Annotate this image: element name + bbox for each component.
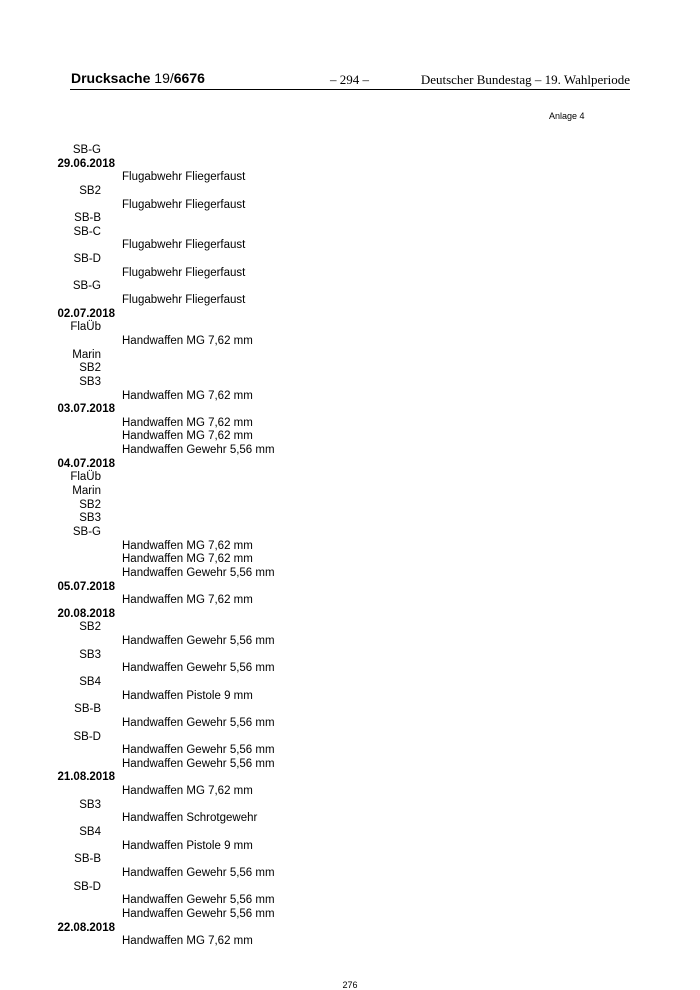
- list-item: [0, 158, 700, 172]
- list-item: [0, 840, 700, 854]
- entry-unit: SB2: [79, 362, 101, 375]
- list-item: [0, 212, 700, 226]
- entry-unit: SB-B: [74, 703, 101, 716]
- entry-unit: SB3: [79, 648, 101, 661]
- entry-date: 29.06.2018: [57, 157, 115, 170]
- entry-unit: SB2: [79, 184, 101, 197]
- list-item: [0, 621, 700, 635]
- entry-weapon: Handwaffen MG 7,62 mm: [122, 389, 253, 402]
- doc-number: 6676: [173, 70, 205, 86]
- list-item: [0, 471, 700, 485]
- list-item: [0, 512, 700, 526]
- list-item: [0, 280, 700, 294]
- list-item: [0, 239, 700, 253]
- page-number: 276: [342, 980, 358, 990]
- entry-weapon: Handwaffen MG 7,62 mm: [122, 785, 253, 798]
- entry-date: 02.07.2018: [57, 307, 115, 320]
- entry-weapon: Handwaffen Gewehr 5,56 mm: [122, 635, 275, 648]
- entry-unit: Marin: [72, 485, 101, 498]
- list-item: [0, 662, 700, 676]
- entry-date: 03.07.2018: [57, 403, 115, 416]
- entry-unit: SB3: [79, 512, 101, 525]
- entry-weapon: Handwaffen Gewehr 5,56 mm: [122, 894, 275, 907]
- list-item: [0, 676, 700, 690]
- list-item: [0, 321, 700, 335]
- list-item: [0, 199, 700, 213]
- list-item: [0, 171, 700, 185]
- entry-weapon: Flugabwehr Fliegerfaust: [122, 266, 246, 279]
- list-item: [0, 608, 700, 622]
- list-item: [0, 553, 700, 567]
- entry-unit: SB-D: [73, 880, 101, 893]
- entry-weapon: Handwaffen Gewehr 5,56 mm: [122, 757, 275, 770]
- list-item: [0, 335, 700, 349]
- list-item: [0, 635, 700, 649]
- entry-unit: SB4: [79, 826, 101, 839]
- entry-unit: SB3: [79, 798, 101, 811]
- list-item: [0, 308, 700, 322]
- list-item: [0, 540, 700, 554]
- entry-unit: FlaÜb: [70, 321, 101, 334]
- entry-weapon: Flugabwehr Fliegerfaust: [122, 294, 246, 307]
- list-item: [0, 799, 700, 813]
- list-item: [0, 294, 700, 308]
- list-item: [0, 253, 700, 267]
- entry-unit: SB-D: [73, 730, 101, 743]
- entry-weapon: Handwaffen MG 7,62 mm: [122, 430, 253, 443]
- entry-weapon: Flugabwehr Fliegerfaust: [122, 198, 246, 211]
- entry-unit: SB3: [79, 375, 101, 388]
- list-item: [0, 144, 700, 158]
- list-item: [0, 922, 700, 936]
- entry-weapon: Handwaffen Schrotgewehr: [122, 812, 258, 825]
- list-item: [0, 403, 700, 417]
- entry-weapon: Handwaffen MG 7,62 mm: [122, 539, 253, 552]
- list-item: [0, 853, 700, 867]
- annex-label: Anlage 4: [549, 111, 585, 121]
- header-divider: [70, 89, 630, 90]
- list-item: [0, 362, 700, 376]
- entry-unit: SB-C: [73, 225, 101, 238]
- doc-number-prefix: 19/: [154, 70, 174, 86]
- entry-unit: SB-B: [74, 212, 101, 225]
- entry-weapon: Handwaffen Gewehr 5,56 mm: [122, 866, 275, 879]
- list-item: [0, 267, 700, 281]
- entry-weapon: Handwaffen MG 7,62 mm: [122, 334, 253, 347]
- list-item: [0, 485, 700, 499]
- entry-unit: SB2: [79, 498, 101, 511]
- entry-weapon: Flugabwehr Fliegerfaust: [122, 239, 246, 252]
- list-item: [0, 581, 700, 595]
- entry-weapon: Handwaffen Gewehr 5,56 mm: [122, 662, 275, 675]
- list-item: [0, 594, 700, 608]
- list-item: [0, 185, 700, 199]
- list-item: [0, 458, 700, 472]
- entry-weapon: Handwaffen MG 7,62 mm: [122, 416, 253, 429]
- entry-unit: Marin: [72, 348, 101, 361]
- entry-weapon: Handwaffen Pistole 9 mm: [122, 689, 253, 702]
- entry-date: 21.08.2018: [57, 771, 115, 784]
- entry-date: 04.07.2018: [57, 457, 115, 470]
- list-item: [0, 881, 700, 895]
- entries-list: [0, 144, 700, 949]
- list-item: [0, 908, 700, 922]
- list-item: [0, 785, 700, 799]
- list-item: [0, 717, 700, 731]
- list-item: [0, 894, 700, 908]
- entry-unit: SB4: [79, 675, 101, 688]
- entry-weapon: Flugabwehr Fliegerfaust: [122, 171, 246, 184]
- entry-unit: SB-G: [72, 144, 101, 156]
- list-item: [0, 567, 700, 581]
- list-item: [0, 376, 700, 390]
- entry-weapon: Handwaffen Gewehr 5,56 mm: [122, 907, 275, 920]
- list-item: [0, 758, 700, 772]
- list-item: [0, 703, 700, 717]
- entry-weapon: Handwaffen MG 7,62 mm: [122, 935, 253, 948]
- list-item: [0, 731, 700, 745]
- entry-unit: SB2: [79, 621, 101, 634]
- page-marker: – 294 –: [330, 72, 369, 87]
- list-item: [0, 390, 700, 404]
- list-item: [0, 417, 700, 431]
- entry-date: 20.08.2018: [57, 607, 115, 620]
- entry-unit: SB-G: [72, 280, 101, 293]
- list-item: [0, 771, 700, 785]
- list-item: [0, 226, 700, 240]
- document-number: [71, 70, 205, 86]
- doc-label: Drucksache: [71, 70, 151, 86]
- list-item: [0, 526, 700, 540]
- list-item: [0, 444, 700, 458]
- entry-weapon: Handwaffen Gewehr 5,56 mm: [122, 744, 275, 757]
- list-item: [0, 812, 700, 826]
- list-item: [0, 349, 700, 363]
- list-item: [0, 690, 700, 704]
- entry-weapon: Handwaffen Pistole 9 mm: [122, 839, 253, 852]
- list-item: [0, 867, 700, 881]
- list-item: [0, 649, 700, 663]
- entry-weapon: Handwaffen Gewehr 5,56 mm: [122, 566, 275, 579]
- list-item: [0, 826, 700, 840]
- entry-unit: SB-D: [73, 253, 101, 266]
- entry-date: 22.08.2018: [57, 921, 115, 934]
- entry-weapon: Handwaffen MG 7,62 mm: [122, 594, 253, 607]
- entry-weapon: Handwaffen Gewehr 5,56 mm: [122, 444, 275, 457]
- list-item: [0, 744, 700, 758]
- list-item: [0, 935, 700, 949]
- list-item: [0, 430, 700, 444]
- entry-weapon: Handwaffen MG 7,62 mm: [122, 553, 253, 566]
- list-item: [0, 499, 700, 513]
- entry-date: 05.07.2018: [57, 580, 115, 593]
- entry-unit: FlaÜb: [70, 471, 101, 484]
- publisher: Deutscher Bundestag – 19. Wahlperiode: [420, 72, 630, 87]
- entry-weapon: Handwaffen Gewehr 5,56 mm: [122, 716, 275, 729]
- entry-unit: SB-B: [74, 853, 101, 866]
- entry-unit: SB-G: [72, 525, 101, 538]
